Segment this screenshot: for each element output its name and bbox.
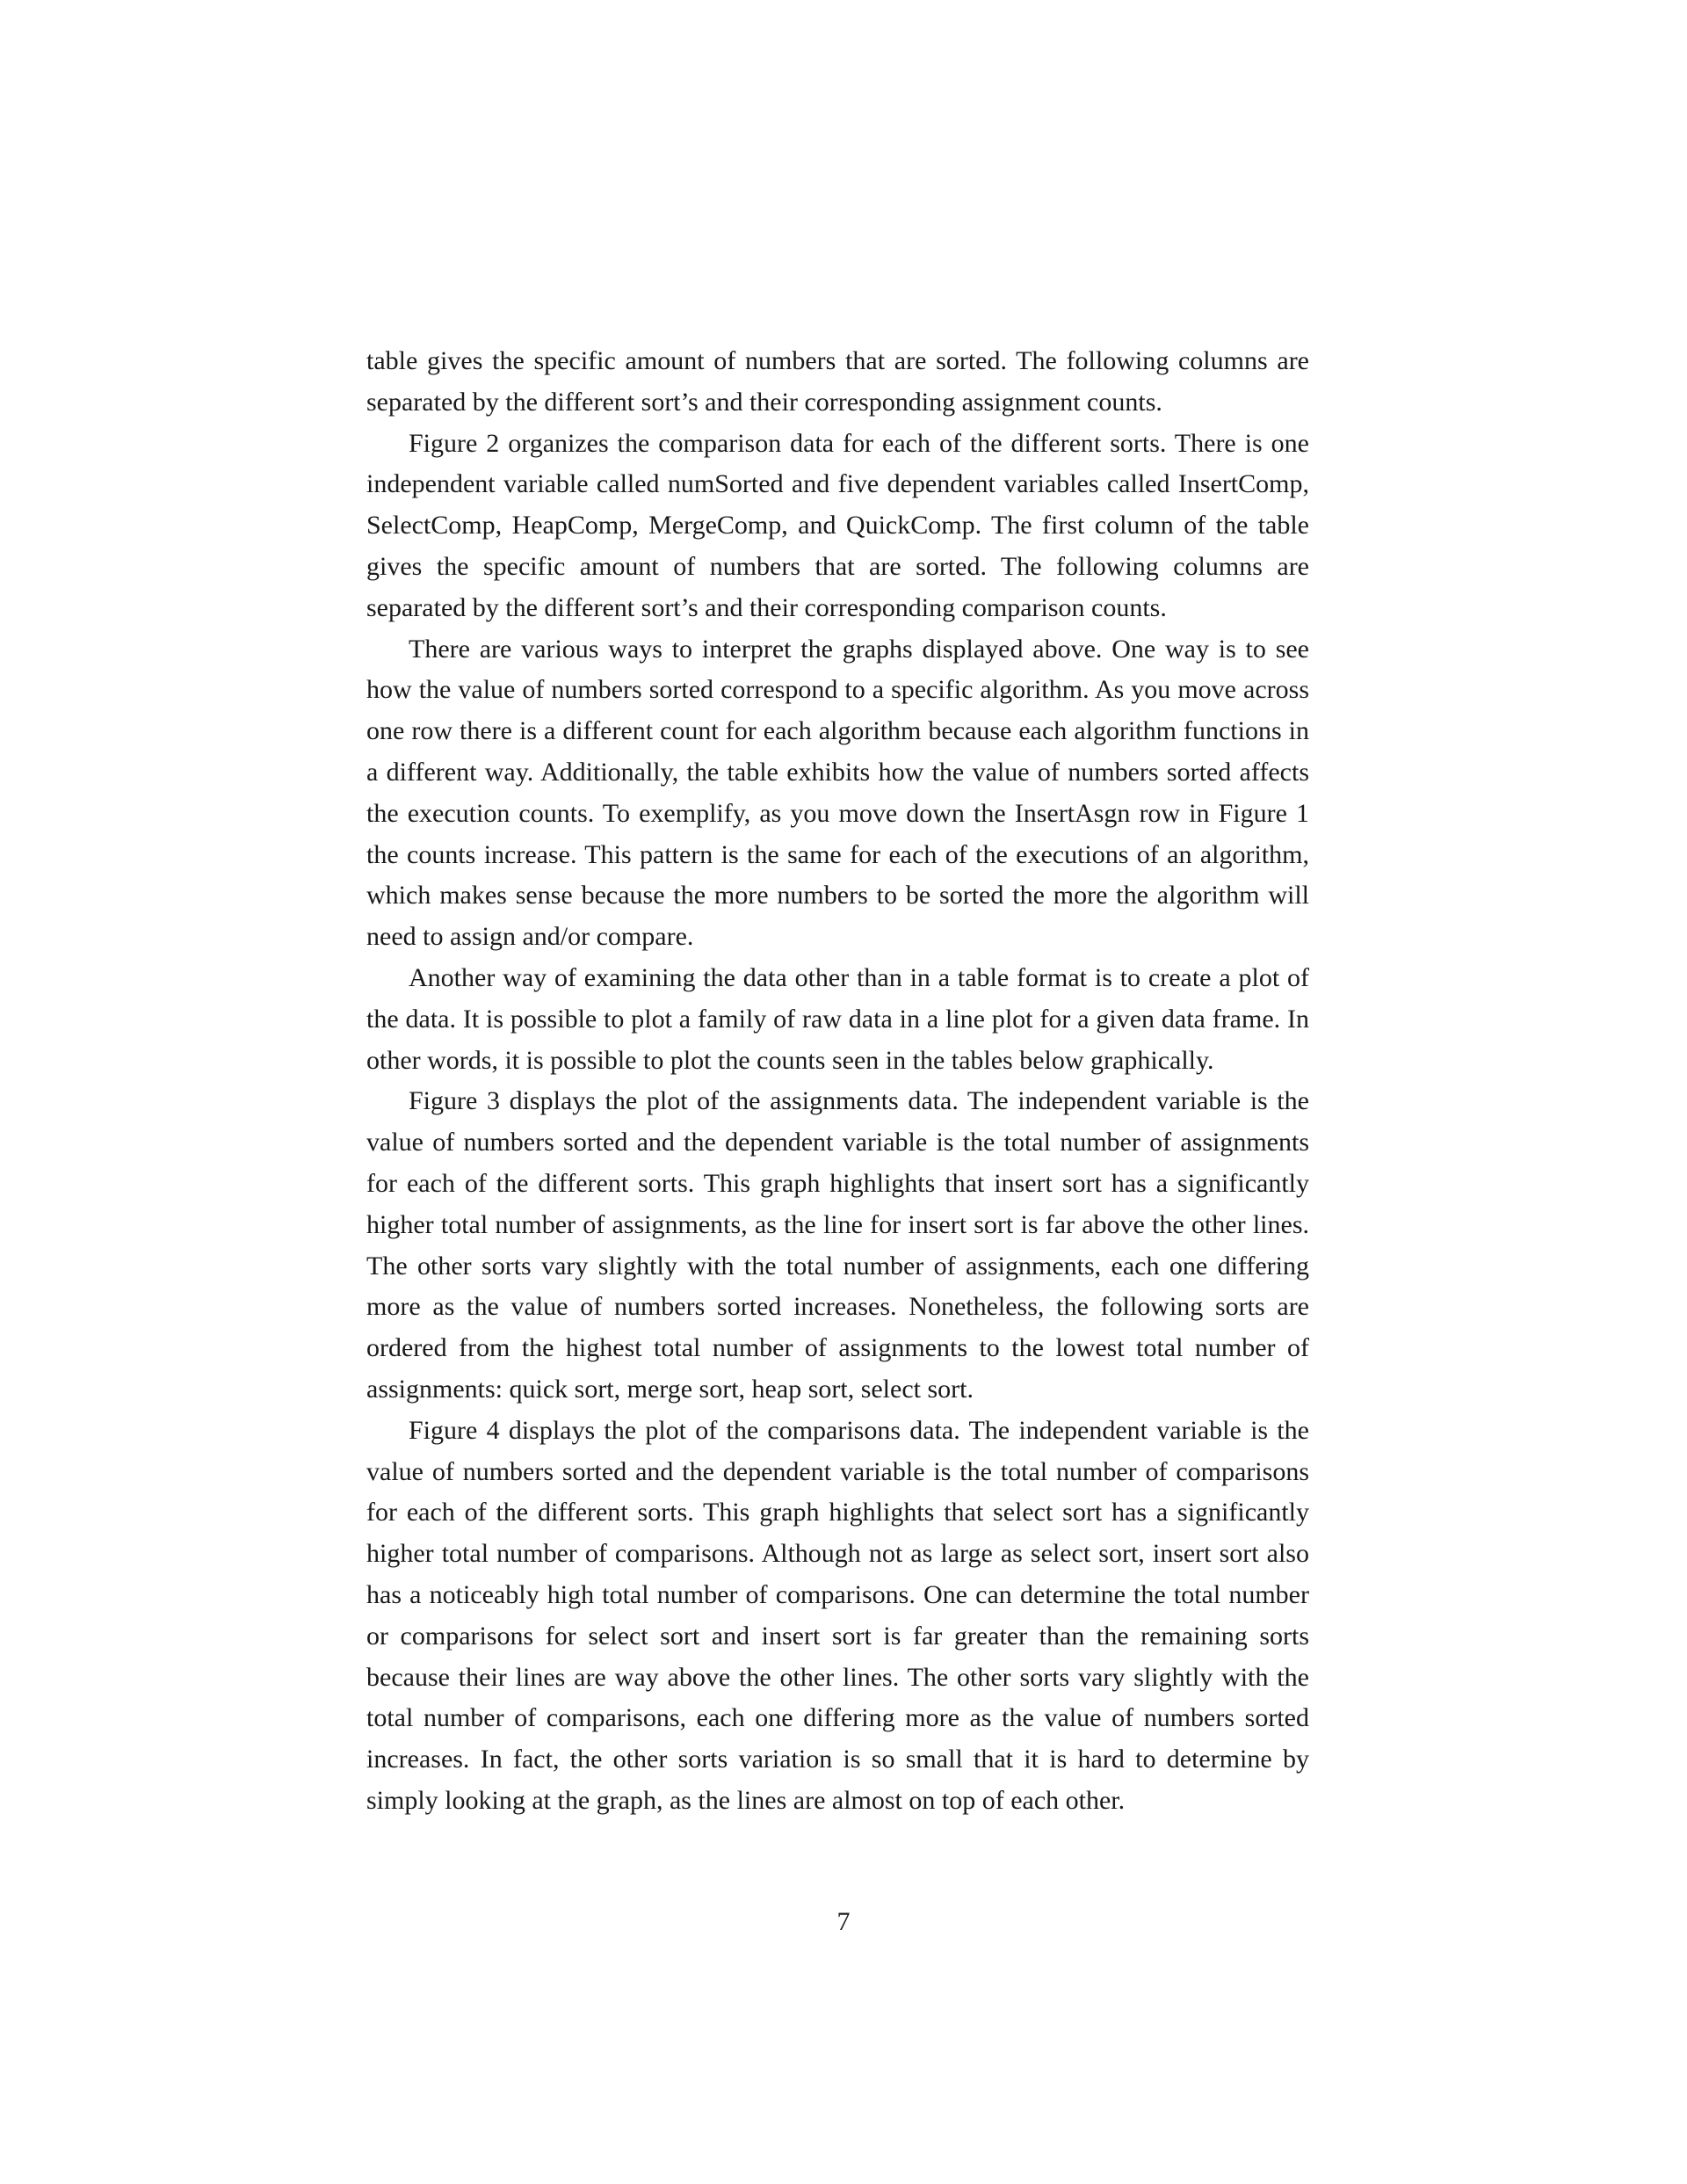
paragraph-plot-intro: Another way of examining the data other than in a table format is to create a plot of the data. It is possible to plot a family of raw data in a line plot for a given data frame. In other words, it is possible to plot the counts seen in the tables below graphically. — [366, 962, 1309, 1075]
paragraph-figure-3: Figure 3 displays the plot of the assignments data. The independent variable is the value of numbers sorted and the dependent variable is the total number of assignments for each of the different sorts. This graph highlights that insert sort has a significantly higher total number of assignments, as the line for insert sort is far above the other lines. The other sorts vary slightly with the total number of assignments, each one differing more as the value of numbers sorted increases. Nonetheless, the following sorts are ordered from the highest total number of assignments to the lowest total number of assignments: quick sort, merge sort, heap sort, select sort. — [366, 1086, 1309, 1404]
page-number: 7 — [836, 1907, 851, 1936]
paragraph-interpretation: There are various ways to interpret the graphs displayed above. One way is to see how the value of numbers sorted correspond to a specific algorithm. As you move across one row there is a different count for each algorithm because each algorithm functions in a different way. Additionally, the table exhibits how the value of numbers sorted affects the execution counts. To exemplify, as you move down the InsertAsgn row in Figure 1 the counts increase. This pattern is the same for each of the executions of an algorithm, which makes sense because the more numbers to be sorted the more the algorithm will need to assign and/or compare. — [366, 634, 1309, 952]
body-text — [366, 341, 1309, 1822]
paragraph-continuation: table gives the specific amount of numbers that are sorted. The following columns are separated by the different sort’s and their corresponding assignment counts. — [366, 346, 1309, 417]
paragraph-figure-4: Figure 4 displays the plot of the comparisons data. The independent variable is the value of numbers sorted and the dependent variable is the total number of comparisons for each of the different sorts. This graph highlights that select sort has a significantly higher total number of comparisons. Although not as large as select sort, insert sort also has a noticeably high total number of comparisons. One can determine the total number or comparisons for select sort and insert sort is far greater than the remaining sorts because their lines are way above the other lines. The other sorts vary slightly with the total number of comparisons, each one differing more as the value of numbers sorted increases. In fact, the other sorts variation is so small that it is hard to determine by simply looking at the graph, as the lines are almost on top of each other. — [366, 1415, 1309, 1815]
paragraph-figure-2: Figure 2 organizes the comparison data for each of the different sorts. There is one independent variable called numSorted and five dependent variables called InsertComp, SelectComp, HeapComp, MergeComp, and QuickComp. The first column of the table gives the specific amount of numbers that are sorted. The following columns are separated by the different sort’s and their corresponding comparison counts. — [366, 428, 1309, 622]
